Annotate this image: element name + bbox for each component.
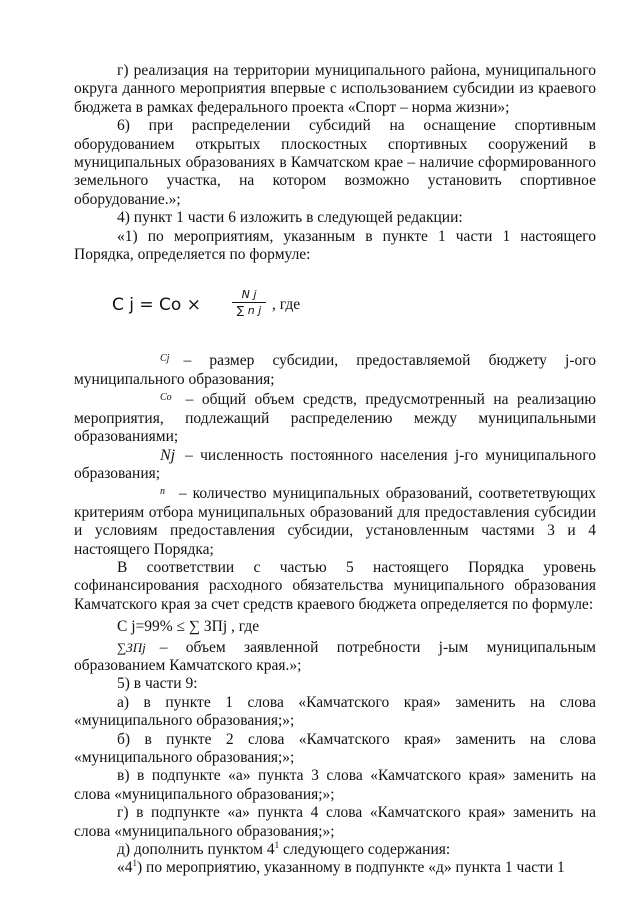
definition-co-text: – общий объем средств, предусмотренный на реализацию мероприятия, подлежащий распределению между муниципальными образованиями;	[74, 391, 596, 446]
definition-sum	[74, 639, 596, 676]
fraction-bar	[232, 302, 266, 303]
paragraph-4-1-text: ) по мероприятию, указанному в подпункте «д» пункта 1 части 1	[137, 859, 565, 877]
paragraph-d-text-end: следующего содержания:	[279, 841, 451, 859]
definition-cj-text: – размер субсидии, предоставляемой бюджету j-ого муниципального образования;	[74, 352, 596, 388]
superscript: 1	[274, 840, 280, 851]
paragraph-4-1	[74, 859, 596, 877]
paragraph-a: а) в пункте 1 слова «Камчатского края» заменить на слова «муниципального образования;»;	[74, 693, 596, 730]
paragraph-4-1-start: «4	[117, 859, 133, 877]
document-page	[74, 62, 596, 878]
definition-co	[74, 389, 596, 446]
superscript: 1	[132, 858, 137, 869]
formula-tail: , где	[272, 296, 301, 314]
formula-numerator: N j	[241, 288, 257, 302]
formula-fraction	[230, 288, 268, 317]
paragraph-6: 6) при распределении субсидий на оснащение спортивным оборудованием открытых плоскостных спортивных сооружений в муниципальных образованиях в Камчатском крае – наличие сформированного земельного участка, на котором возможно установить спортивное оборудование.»;	[74, 117, 596, 208]
paragraph-item-4: 4) пункт 1 части 6 изложить в следующей редакции:	[117, 209, 463, 227]
definition-cj	[74, 350, 596, 389]
paragraph-item-5: 5) в части 9:	[117, 675, 198, 693]
paragraph-d-text: д) дополнить пунктом 4	[117, 841, 275, 859]
definition-sum-text: – объем заявленной потребности j-ым муниципальным образованием Камчатского края.»;	[74, 638, 596, 674]
paragraph-d	[74, 841, 596, 859]
paragraph-g: г) реализация на территории муниципального района, муниципального округа данного мероприятия впервые с использованием субсидии из краевого бюджета в рамках федерального проекта «Спорт – норма жизни»;	[74, 62, 596, 116]
definition-nj	[74, 447, 596, 484]
definition-n	[74, 483, 596, 559]
paragraph-b: б) в пункте 2 слова «Камчатского края» заменить на слова «муниципального образования;»;	[74, 730, 596, 766]
symbol-sum: ∑ЗПj	[117, 639, 146, 655]
symbol-n: n	[160, 486, 165, 498]
paragraph-v: в) в подпункте «а» пункта 3 слова «Камчатского края» заменить на слова «муниципального образования;»;	[74, 767, 596, 803]
definition-nj-text: – численность постоянного населения j-го муниципального образования;	[74, 446, 596, 482]
subsidy-formula	[112, 288, 596, 322]
paragraph-item-1-quote: «1) по мероприятиям, указанным в пункте 1 части 1 настоящего Порядка, определяется по формуле:	[74, 227, 596, 264]
definition-n-text: – количество муниципальных образований, соответетвующих критериям отбора муниципальных образований для предоставления субсидии и условиям предоставления субсидии, установленным частями 3 и 4 настоящего Порядка;	[74, 485, 596, 558]
formula-lhs: С j = Со ×	[112, 295, 201, 316]
symbol-nj: Nj	[160, 446, 176, 464]
symbol-co: Co	[160, 392, 172, 404]
cofinancing-formula: С j=99% ≤ ∑ ЗПj , где	[117, 618, 260, 636]
paragraph-g2: г) в подпункте «а» пункта 4 слова «Камчатского края» заменить на слова «муниципального образования;»;	[74, 804, 596, 840]
formula-denominator: ∑ n j	[236, 304, 262, 318]
symbol-cj: Cj	[160, 353, 170, 365]
paragraph-cofinancing: В соответствии с частью 5 настоящего Порядка уровень софинансирования расходного обязательства муниципального образования Камчатского края за счет средств краевого бюджета определяется по формуле:	[74, 558, 596, 613]
